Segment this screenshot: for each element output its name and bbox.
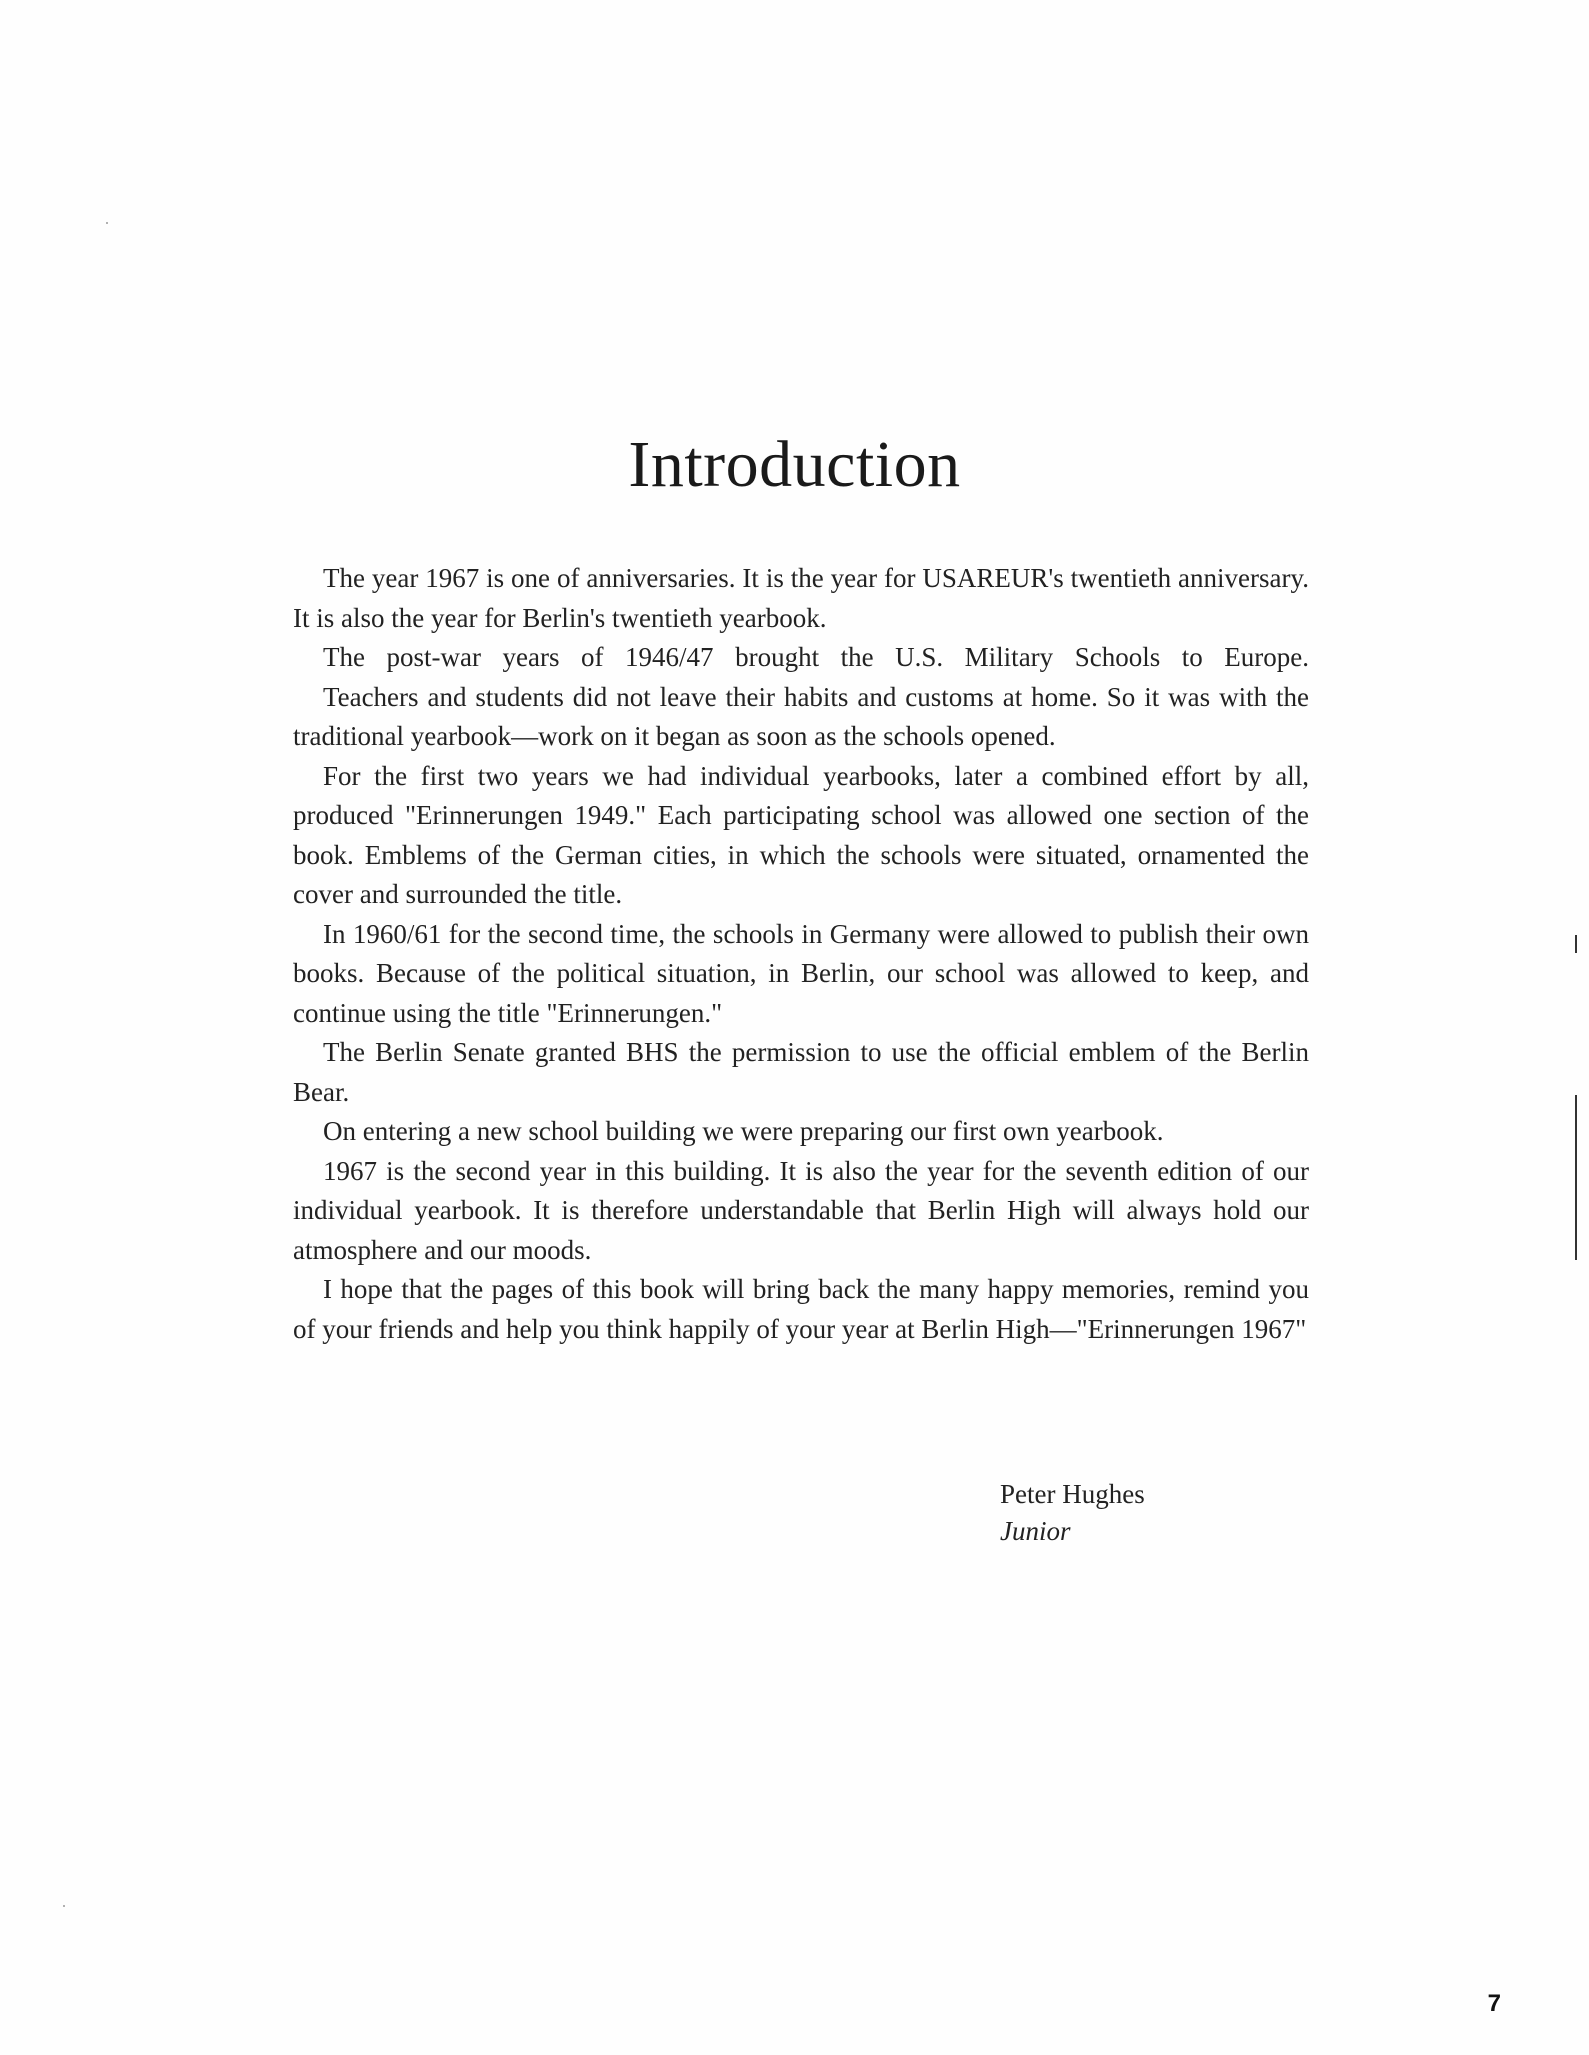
- paragraph-3: Teachers and students did not leave their habits and customs at home. So it was with the traditional yearbook—work on it began as soon as the schools opened.: [293, 681, 1309, 751]
- signature-role: Junior: [1000, 1516, 1071, 1546]
- page-number: 7: [1487, 1990, 1501, 2017]
- page-title: Introduction: [628, 428, 961, 501]
- scan-speck: [106, 222, 108, 224]
- signature-block: [1000, 1476, 1145, 1550]
- signature-name: Peter Hughes: [1000, 1479, 1145, 1509]
- scan-edge-mark: [1575, 1095, 1577, 1260]
- paragraph-1: The year 1967 is one of anniversaries. It is the year for USAREUR's twentieth anniversary. It is also the year for Berlin's twentieth yearbook.: [293, 563, 1309, 633]
- paragraph-9: I hope that the pages of this book will bring back the many happy memories, remind you of your friends and help you think happily of your year at Berlin High—"Erinnerungen 1967": [293, 1274, 1309, 1344]
- scan-speck: [63, 1905, 65, 1907]
- paragraph-4: For the first two years we had individual yearbooks, later a combined effort by all, produced "Erinnerungen 1949." Each participating school was allowed one section of the book. Emblems of the German cities, in which the schools were situated, ornamented the cover and surrounded the title.: [293, 760, 1309, 909]
- scan-edge-mark: [1575, 935, 1577, 953]
- paragraph-5: In 1960/61 for the second time, the schools in Germany were allowed to publish their own books. Because of the political situation, in Berlin, our school was allowed to keep, and continue using the title "Erinnerungen.": [293, 918, 1309, 1028]
- paragraph-6: The Berlin Senate granted BHS the permission to use the official emblem of the Berlin Bear.: [293, 1037, 1309, 1107]
- paragraph-2: The post-war years of 1946/47 brought the U.S. Military Schools to Europe.: [323, 642, 1309, 672]
- paragraph-7: On entering a new school building we were preparing our first own yearbook.: [323, 1116, 1164, 1146]
- paragraph-8: 1967 is the second year in this building. It is also the year for the seventh edition of our individual yearbook. It is therefore understandable that Berlin High will always hold our atmosphere and our moods.: [293, 1155, 1309, 1265]
- body-text: [293, 559, 1309, 1349]
